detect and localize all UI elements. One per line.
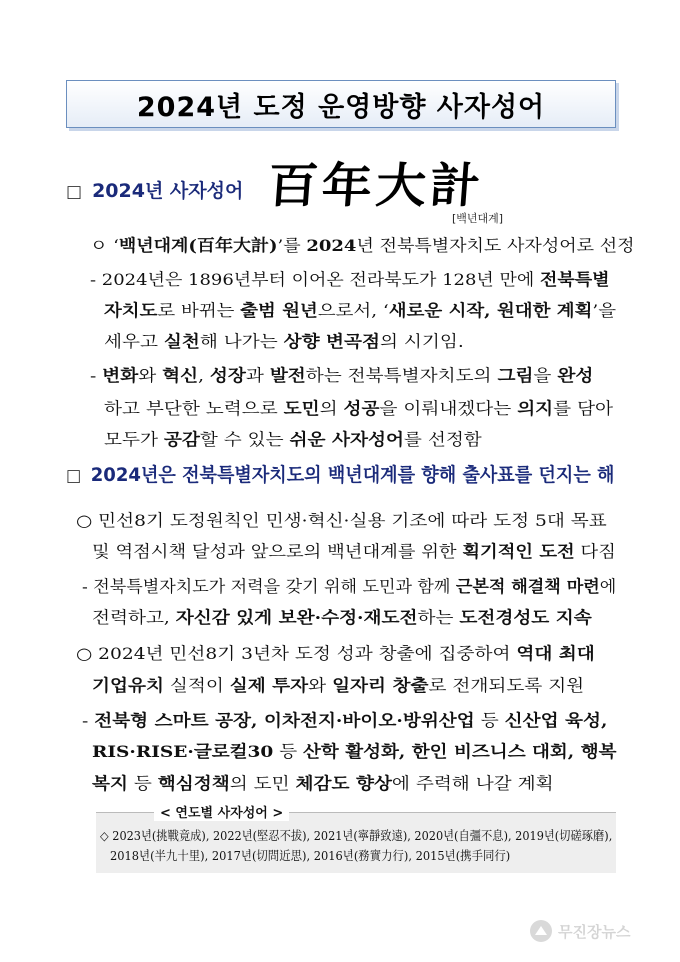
section2-line-3-segment: 근본적 해결책 마련 [455,577,600,596]
calligraphy-logo: 百年大計 [265,157,487,214]
section2-line-9-segment: 의 도민 [229,774,296,793]
section1-line-3-segment: 새로운 시작, 원대한 계획 [388,301,593,320]
section2-line-2-segment: 다짐 [574,542,616,561]
section1-line-6-segment: 를 담아 [553,399,614,418]
yearly-idioms-title: < 연도별 사자성어 > [154,802,289,821]
section1-line-7-segment: 쉬운 사자성어 [289,430,404,449]
section2-line-9-segment: 체감도 향상 [295,774,392,793]
section1-line-2 [90,266,609,290]
section2-line-6-segment: 와 [308,676,333,695]
section2-line-5-segment: ○ 2024년 민선8기 3년차 도정 성과 창출에 집중하여 [76,644,517,663]
section2-heading [66,460,614,487]
section2-line-4 [92,604,592,628]
section2-line-4-segment: 전력하고, [92,608,176,627]
section1-line-1-segment: 백년대계(百年大計) [118,236,278,255]
section1-line-3 [104,297,616,321]
section2-line-3-segment: 에 [599,577,617,596]
section1-line-6-segment: 성공 [343,399,380,418]
section1-line-7-segment: 를 선정함 [403,430,482,449]
section2-line-2-segment: 획기적인 도전 [462,542,575,561]
section1-line-1-segment: ’를 [277,236,307,255]
section1-line-2-segment: - 2024년은 1896년부터 이어온 전라북도가 128년 만에 [90,270,540,289]
section1-line-4-segment: 실천 [163,332,200,351]
section2-line-2-segment: 및 역점시책 달성과 앞으로의 백년대계를 위한 [92,542,463,561]
section2-line-9 [92,770,554,794]
section1-line-1-segment: 년 전북특별자치도 사자성어로 선정 [356,236,635,255]
section2-line-6-segment: 실제 투자 [229,676,309,695]
section1-line-5-segment: 완성 [557,366,594,385]
section2-line-5 [76,640,595,664]
section1-line-5 [90,362,593,386]
section1-line-1 [90,232,635,256]
section1-line-7 [104,426,482,450]
section1-line-3-segment: 자치도 [104,301,158,320]
section2-line-7 [82,707,607,731]
watermark-text: 무진장뉴스 [558,922,631,941]
section2-heading-text: 2024년은 전북특별자치도의 백년대계를 향해 출사표를 던지는 해 [90,464,615,486]
section1-line-5-segment: 변화 [102,366,139,385]
section1-line-6-segment: 하고 부단한 노력으로 [104,399,284,418]
yearly-idioms-line2: 2018년(半九十里), 2017년(切問近思), 2016년(務實力行), 2015년(携手同行) [110,849,511,863]
section2-line-9-segment: 핵심정책 [157,774,230,793]
section2-line-4-segment: 하는 [417,608,460,627]
section2-line-3-segment: - 전북특별자치도가 저력을 갖기 위해 도민과 함께 [82,577,456,596]
section2-line-8-segment: RIS·RISE·글로컬30 [92,742,274,761]
section1-line-5-segment: 그림 [497,366,534,385]
section1-line-5-segment: , [198,366,210,385]
section2-line-7-segment: - [82,711,95,730]
yearly-idioms-line1: ◇ 2023년(挑戰竟成), 2022년(堅忍不拔), 2021년(寧靜致遠), 2020년(自彊不息), 2019년(切磋琢磨), [100,829,613,843]
section2-line-6-segment: 로 전개되도록 지원 [428,676,585,695]
section1-line-6-segment: 을 이뤄내겠다는 [379,399,518,418]
section1-line-3-segment: 으로서, ‘ [317,301,389,320]
section1-line-3-segment: 로 바뀌는 [157,301,241,320]
section1-line-5-segment: 과 [245,366,270,385]
section2-line-9-segment: 복지 [92,774,128,793]
section2-line-1 [76,507,607,531]
section2-line-3 [82,573,616,597]
section2-line-7-segment: 등 [474,711,505,730]
watermark [530,920,630,942]
section1-line-4 [104,328,464,352]
section2-line-6-segment: 기업유치 [92,676,164,695]
section1-line-6-segment: 의 [319,399,344,418]
section1-line-4-segment: 상향 변곡점 [283,332,381,351]
mountain-icon [530,920,552,942]
section1-line-6-segment: 도민 [283,399,320,418]
section2-line-7-segment: 신산업 육성, [504,711,608,730]
section2-line-6-segment: 실적이 [163,676,230,695]
section1-line-4-segment: 해 나가는 [199,332,284,351]
section1-line-5-segment: 와 [138,366,163,385]
section1-line-4-segment: 세우고 [104,332,164,351]
section2-line-8-segment: 등 [273,742,303,761]
page-title: 2024년 도정 운영방향 사자성어 [66,80,616,128]
checkbox-marker: □ [66,182,83,202]
section1-line-5-segment: 하는 전북특별자치도의 [305,366,498,385]
section2-line-2 [92,538,616,562]
section1-line-7-segment: 모두가 [104,430,164,449]
section1-line-5-segment: 을 [533,366,558,385]
section1-line-3-segment: ’을 [592,301,617,320]
section1-line-7-segment: 할 수 있는 [199,430,290,449]
section1-line-5-segment: 혁신 [162,366,199,385]
section2-line-9-segment: 등 [127,774,158,793]
section2-line-8 [92,738,617,762]
section1-line-6-segment: 의지 [517,399,554,418]
section1-line-4-segment: 의 시기임. [380,332,464,351]
section2-line-1-segment: ○ 민선8기 도정원칙인 민생·혁신·실용 기조에 따라 도정 5대 목표 [76,511,607,530]
section1-line-1-segment: ㅇ ‘ [90,236,119,255]
section1-heading [66,176,243,203]
section2-line-6-segment: 일자리 창출 [332,676,429,695]
section2-line-5-segment: 역대 최대 [516,644,595,663]
section1-line-7-segment: 공감 [163,430,200,449]
section1-line-5-segment: 성장 [209,366,246,385]
section2-line-9-segment: 에 주력해 나갈 계획 [391,774,554,793]
section2-line-4-segment: 자신감 있게 보완·수정·재도전 [175,608,418,627]
section2-line-6 [92,672,584,696]
section1-line-2-segment: 전북특별 [539,270,610,289]
checkbox-marker: □ [66,466,82,486]
section2-line-7-segment: 전북형 스마트 공장, 이차전지·바이오·방위산업 [94,711,475,730]
section1-line-5-segment: 발전 [269,366,306,385]
section2-line-4-segment: 도전경성도 지속 [459,608,592,627]
section2-line-8-segment: 산학 활성화, 한인 비즈니스 대회, 행복 [302,742,617,761]
section1-line-6 [104,395,613,419]
calligraphy-caption: [백년대계] [452,212,504,225]
section1-line-5-segment: - [90,366,103,385]
section1-heading-text: 2024년 사자성어 [92,180,244,202]
section1-line-3-segment: 출범 원년 [240,301,318,320]
section1-line-1-segment: 2024 [306,236,357,255]
